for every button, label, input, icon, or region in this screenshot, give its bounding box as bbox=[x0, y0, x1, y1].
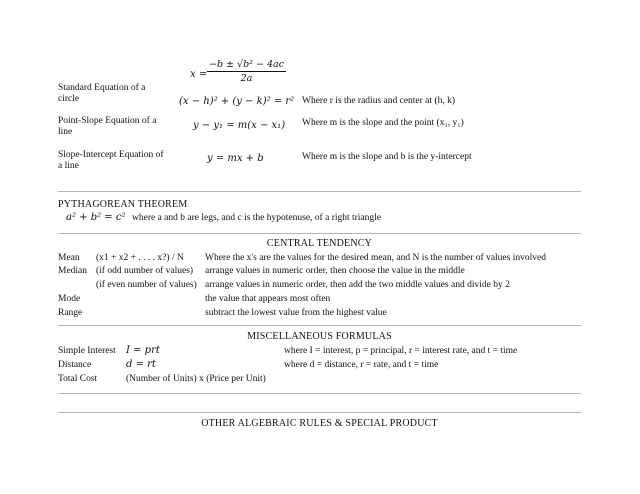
quadratic-lhs: x = bbox=[190, 69, 208, 80]
median-odd-condition: (if odd number of values) bbox=[96, 266, 194, 276]
divider-3 bbox=[58, 325, 581, 326]
quadratic-fraction bbox=[207, 59, 286, 84]
divider-5 bbox=[58, 412, 581, 413]
median-label: Median bbox=[58, 266, 88, 276]
total-cost-formula: (Number of Units) x (Price per Unit) bbox=[126, 374, 266, 384]
range-note: subtract the lowest value from the highest value bbox=[205, 308, 387, 318]
mode-label: Mode bbox=[58, 294, 81, 304]
total-cost-label: Total Cost bbox=[58, 374, 98, 384]
misc-heading: MISCELLANEOUS FORMULAS bbox=[247, 331, 392, 342]
slope-intercept-label: Slope-Intercept Equation of a line bbox=[58, 150, 164, 171]
divider-2 bbox=[58, 233, 581, 234]
central-tendency-heading: CENTRAL TENDENCY bbox=[266, 238, 373, 249]
simple-interest-note: where I = interest, p = principal, r = interest rate, and t = time bbox=[284, 346, 518, 356]
circle-equation-formula: (x − h)² + (y − k)² = r² bbox=[179, 96, 295, 107]
pythagorean-note: where a and b are legs, and c is the hypotenuse, of a right triangle bbox=[132, 213, 382, 223]
pythagorean-heading: PYTHAGOREAN THEOREM bbox=[58, 199, 188, 210]
median-even-note: arrange values in numeric order, then add the two middle values and divide by 2 bbox=[205, 280, 510, 290]
slope-intercept-formula: y = mx + b bbox=[207, 153, 264, 164]
mode-note: the value that appears most often bbox=[205, 294, 331, 304]
slope-intercept-note: Where m is the slope and b is the y-intercept bbox=[302, 152, 472, 162]
range-label: Range bbox=[58, 308, 83, 318]
quadratic-denominator: 2a bbox=[240, 73, 253, 84]
point-slope-label: Point-Slope Equation of a line bbox=[58, 116, 157, 137]
point-slope-formula: y − y₁ = m(x − x₁) bbox=[193, 120, 286, 131]
median-even-condition: (if even number of values) bbox=[96, 280, 197, 290]
quadratic-numerator: −b ± √b² − 4ac bbox=[209, 59, 285, 70]
median-odd-note: arrange values in numeric order, then choose the value in the middle bbox=[205, 266, 465, 276]
distance-formula: d = rt bbox=[126, 359, 156, 370]
divider-1 bbox=[58, 191, 581, 192]
simple-interest-label: Simple Interest bbox=[58, 346, 116, 356]
pythagorean-formula: a² + b² = c² bbox=[66, 212, 126, 223]
other-heading: OTHER ALGEBRAIC RULES & SPECIAL PRODUCT bbox=[201, 418, 438, 429]
point-slope-note: Where m is the slope and the point (x₁, y₁) bbox=[302, 118, 464, 128]
circle-equation-label: Standard Equation of a circle bbox=[58, 83, 146, 104]
distance-label: Distance bbox=[58, 360, 92, 370]
mean-label: Mean bbox=[58, 253, 80, 263]
distance-note: where d = distance, r = rate, and t = time bbox=[284, 360, 439, 370]
mean-formula: (x1 + x2 + . . . . x?) / N bbox=[96, 253, 184, 263]
simple-interest-formula: I = prt bbox=[126, 345, 160, 356]
circle-equation-note: Where r is the radius and center at (h, k) bbox=[302, 96, 455, 106]
divider-4 bbox=[58, 393, 581, 394]
mean-note: Where the x's are the values for the desired mean, and N is the number of values involved bbox=[205, 253, 546, 263]
